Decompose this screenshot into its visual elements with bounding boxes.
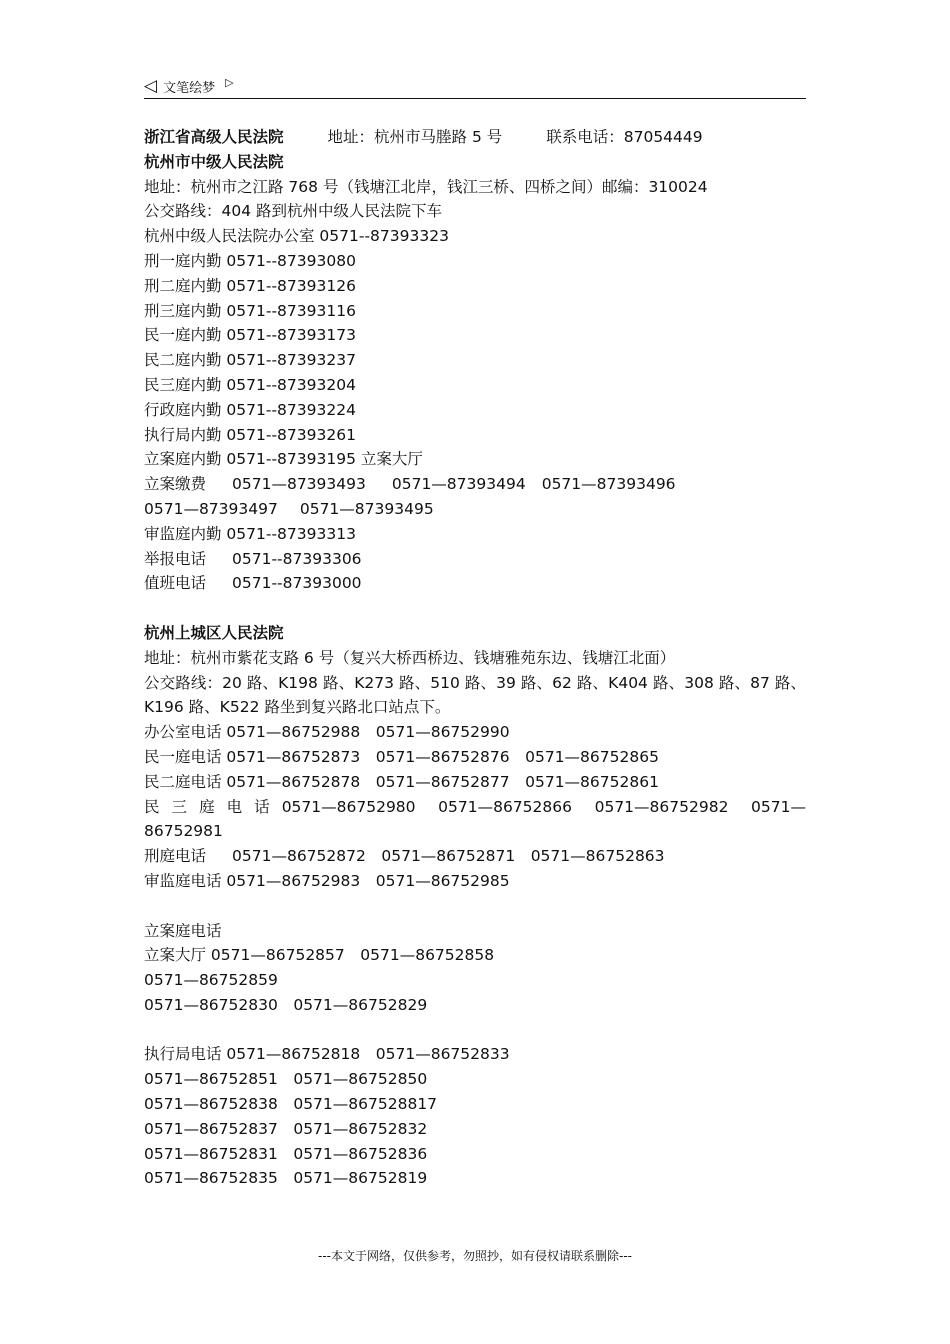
list-item: 0571—86752835 0571—86752819 [144,1169,428,1188]
court-address: 地址：杭州市马塍路 5 号 [327,128,503,146]
triangle-right-icon: ▷ [225,75,234,89]
fee-label: 立案缴费 [144,475,207,494]
office-phone: 办公室电话 0571—86752988 0571—86752990 [144,723,510,742]
list-item: 民三庭内勤 0571--87393204 [144,375,356,394]
civil3-phone: 民 三 庭 电 话 0571—86752980 0571—86752866 0571—86752982 0571—86752981 [144,797,806,841]
list-item: 执行局电话 0571—86752818 0571—86752833 [144,1045,510,1064]
report-row [144,547,806,572]
list-item: 民二庭内勤 0571--87393237 [144,351,356,370]
report-number: 0571--87393306 [232,549,362,568]
fee-number: 0571—87393497 [144,499,278,518]
list-item: 0571—86752859 [144,971,278,990]
report-label: 举报电话 [144,549,207,568]
court-name: 杭州上城区人民法院 [144,623,284,642]
header-title: 文笔绘梦 [163,80,216,96]
supervision-phone: 审监庭内勤 0571--87393313 [144,524,356,543]
duty-row [144,571,806,596]
list-item: 0571—86752851 0571—86752850 [144,1070,428,1089]
bus-route: 公交路线：20 路、K198 路、K273 路、510 路、39 路、62 路、K404 路、308 路、87 路、K196 路、K522 路坐到复兴路北口站点下。 [144,673,806,717]
fee-row-2 [144,497,806,522]
zj-high-court-row [144,125,806,150]
list-item: 刑一庭内勤 0571--87393080 [144,251,356,270]
court-name: 浙江省高级人民法院 [144,128,284,146]
bus-route: 公交路线：404 路到杭州中级人民法院下车 [144,202,443,221]
fee-number: 0571—87393495 [299,499,434,518]
page-footer [0,1247,806,1264]
list-item: 0571—86752837 0571—86752832 [144,1119,428,1138]
list-item: 立案庭内勤 0571--87393195 立案大厅 [144,450,423,469]
footer-disclaimer: ---本文于网络，仅供参考，勿照抄，如有侵权请联系删除--- [318,1249,632,1263]
page-header [144,74,806,99]
duty-number: 0571--87393000 [232,574,362,593]
court-address: 地址：杭州市之江路 768 号（钱塘江北岸，钱江三桥、四桥之间）邮编：310024 [144,177,708,196]
fee-number: 0571—87393494 [391,475,526,494]
criminal-row [144,844,806,869]
civil1-phone: 民一庭电话 0571—86752873 0571—86752876 0571—86752865 [144,747,659,766]
list-item: 刑二庭内勤 0571--87393126 [144,276,356,295]
civil2-phone: 民二庭电话 0571—86752878 0571—86752877 0571—86752861 [144,772,659,791]
list-item: 行政庭内勤 0571--87393224 [144,400,356,419]
list-item: 0571—86752830 0571—86752829 [144,995,428,1014]
list-item: 0571—86752831 0571—86752836 [144,1144,428,1163]
court-address: 地址：杭州市紫花支路 6 号（复兴大桥西桥边、钱塘雅苑东边、钱塘江北面） [144,648,676,667]
office-phone: 杭州中级人民法院办公室 0571--87393323 [144,227,449,246]
supervision-phone: 审监庭电话 0571—86752983 0571—86752985 [144,871,510,890]
list-item: 执行局内勤 0571--87393261 [144,425,356,444]
document-body [144,125,806,1191]
list-item: 0571—86752838 0571—867528817 [144,1095,438,1114]
criminal-numbers: 0571—86752872 0571—86752871 0571—86752863 [232,847,665,866]
filing-title: 立案庭电话 [144,921,222,940]
fee-number: 0571—87393496 [541,475,676,494]
fee-row [144,472,806,497]
criminal-label: 刑庭电话 [144,847,207,866]
list-item: 刑三庭内勤 0571--87393116 [144,301,356,320]
duty-label: 值班电话 [144,574,207,593]
fee-number: 0571—87393493 [232,475,366,494]
list-item: 民一庭内勤 0571--87393173 [144,326,356,345]
list-item: 立案大厅 0571—86752857 0571—86752858 [144,946,495,965]
court-name: 杭州市中级人民法院 [144,152,284,171]
triangle-left-icon: ◁ [144,75,158,96]
court-phone: 联系电话：87054449 [546,128,703,146]
